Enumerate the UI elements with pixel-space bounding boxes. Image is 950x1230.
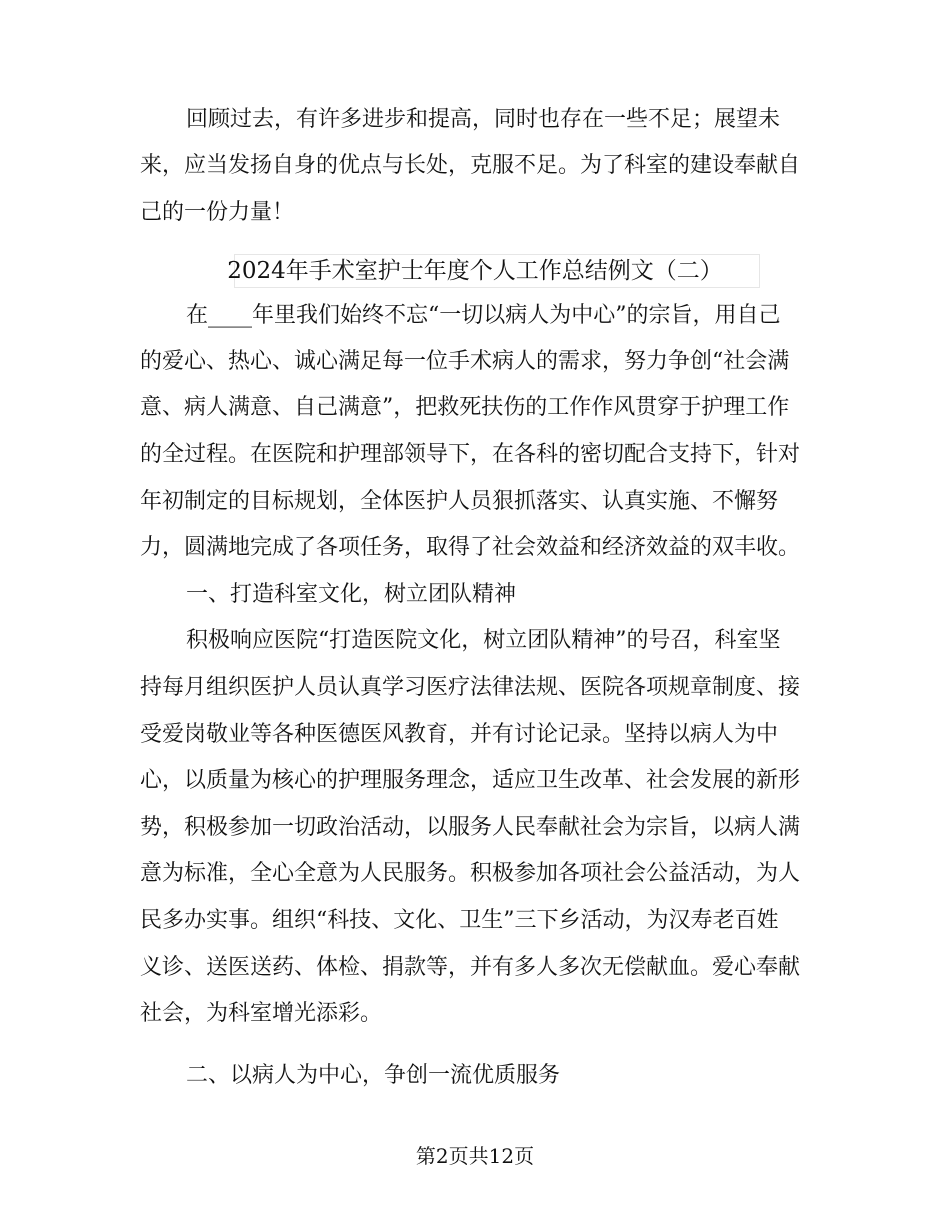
paragraph-2-line-6: 意为标准，全心全意为人民服务。积极参加各项社会公益活动，为人	[140, 861, 801, 886]
paragraph-1-line-5: 年初制定的目标规划，全体医护人员狠抓落实、认真实施、不懈努	[140, 489, 779, 514]
page-indicator: 第2页共12页	[415, 1144, 535, 1168]
paragraph-2-line-4: 心，以质量为核心的护理服务理念，适应卫生改革、社会发展的新形	[140, 768, 801, 793]
paragraph-1-line-1: 在____年里我们始终不忘“一切以病人为中心”的宗旨，用自己	[186, 303, 781, 328]
paragraph-1-line-2: 的爱心、热心、诚心满足每一位手术病人的需求，努力争创“社会满	[140, 349, 790, 374]
paragraph-2-line-7: 民多办实事。组织“科技、文化、卫生”三下乡活动，为汉寿老百姓	[140, 908, 779, 933]
paragraph-2-line-8: 义诊、送医送药、体检、捐款等，并有多人多次无偿献血。爱心奉献	[140, 955, 801, 980]
paragraph-2-line-1: 积极响应医院“打造医院文化，树立团队精神”的号召，科室坚	[186, 628, 781, 653]
paragraph-1-line-4: 的全过程。在医院和护理部领导下，在各科的密切配合支持下，针对	[140, 442, 801, 467]
document-title-text: 2024年手术室护士年度个人工作总结例文（二）	[227, 258, 723, 284]
paragraph-2-line-3: 受爱岗敬业等各种医德医风教育，并有讨论记录。坚持以病人为中	[140, 722, 779, 747]
paragraph-2-line-5: 势，积极参加一切政治活动，以服务人民奉献社会为宗旨，以病人满	[140, 815, 801, 840]
section-1-heading: 一、打造科室文化，树立团队精神	[186, 582, 517, 607]
intro-line-2: 来，应当发扬自身的优点与长处，克服不足。为了科室的建设奉献自	[140, 153, 801, 178]
paragraph-2-line-9: 社会，为科室增光添彩。	[140, 1001, 383, 1026]
paragraph-1-line-3: 意、病人满意、自己满意”，把救死扶伤的工作作风贯穿于护理工作	[140, 395, 790, 420]
document-title	[0, 251, 950, 291]
intro-line-3: 己的一份力量！	[140, 200, 295, 225]
paragraph-1-line-6: 力，圆满地完成了各项任务，取得了社会效益和经济效益的双丰收。	[140, 535, 801, 560]
intro-line-1: 回顾过去，有许多进步和提高，同时也存在一些不足；展望未	[186, 107, 781, 132]
paragraph-2-line-2: 持每月组织医护人员认真学习医疗法律法规、医院各项规章制度、接	[140, 675, 801, 700]
section-2-heading: 二、以病人为中心，争创一流优质服务	[186, 1063, 561, 1088]
